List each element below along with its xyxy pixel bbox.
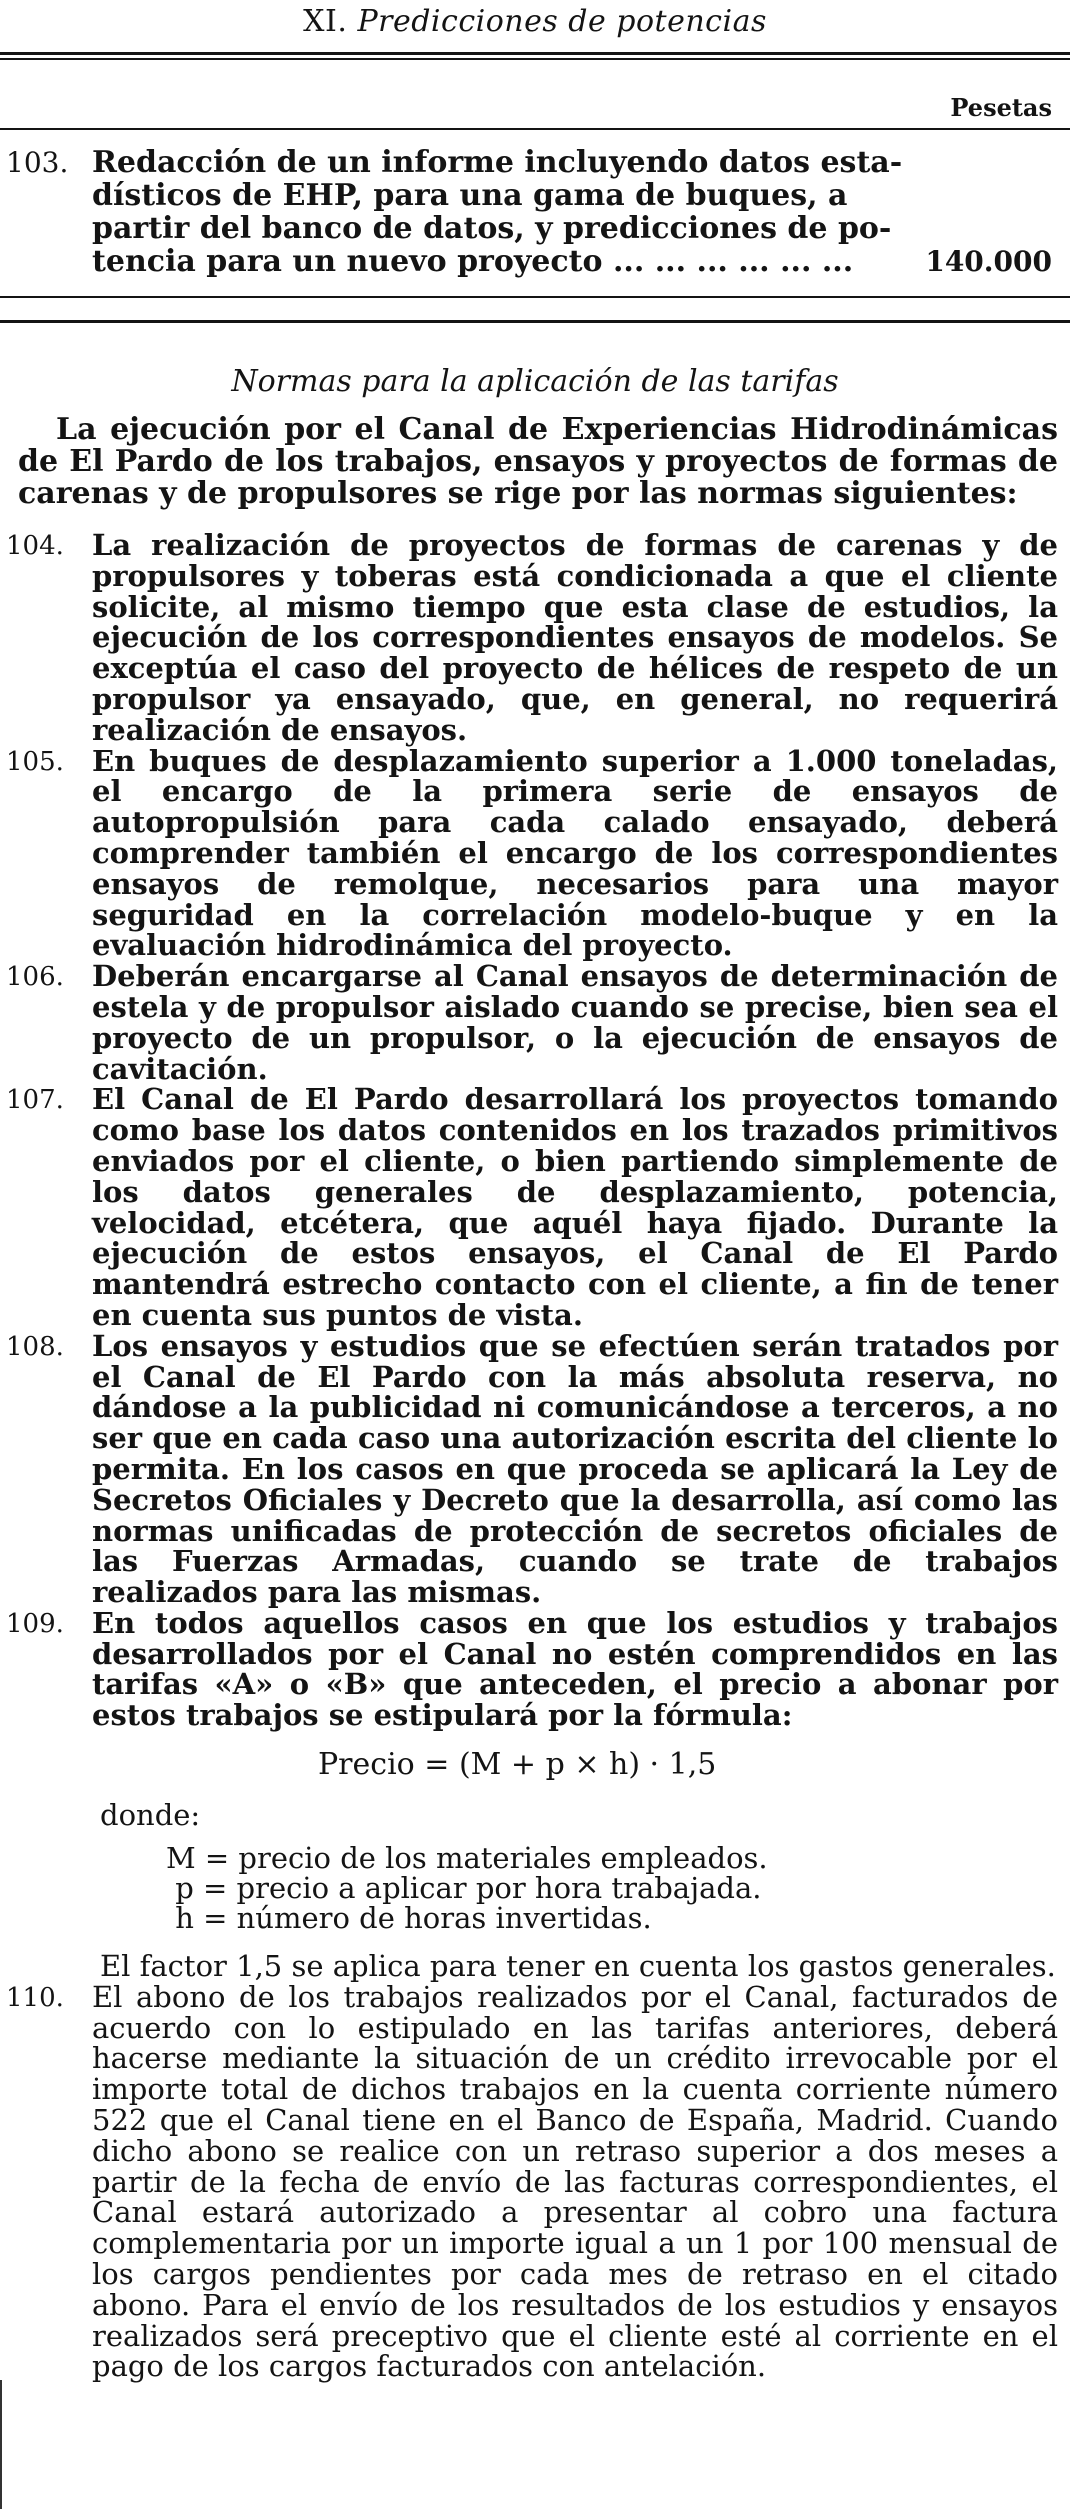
header-rule-top	[0, 52, 1070, 55]
table-rule-top	[0, 296, 1070, 298]
chapter-number: XI.	[303, 4, 348, 39]
rule-number: 109.	[6, 1608, 64, 1639]
entry-text: Redacción de un informe incluyendo datos esta- dísticos de EHP, para una gama de buques, a partir del banco de datos, y predicciones de po- tencia para un nuevo proyecto ... ... ... ... ... ...	[92, 145, 903, 279]
rule-number: 107.	[6, 1085, 64, 1116]
rule-text: La realización de proyectos de formas de carenas y de propulsores y toberas está condicionada a que el cliente solicite, al mismo tiempo que esta clase de estudios, la ejecución de los correspondientes ensayos de modelos. Se exceptúa el caso del proyecto de hélices de respeto de un propulsor ya ensayado, que, en general, no requerirá realización de ensayos.	[92, 528, 1058, 747]
factor-note: El factor 1,5 se aplica para tener en cuenta los gastos generales.	[100, 1949, 1056, 1984]
definition-h: h = número de horas invertidas.	[166, 1901, 652, 1936]
rule-text: El abono de los trabajos realizados por el Canal, facturados de acuerdo con lo estipulado en las tarifas anteriores, deberá hacerse mediante la situación de un crédito irrevocable por el importe total de dichos trabajos en la cuenta corriente número 522 que el Canal tiene en el Banco de España, Madrid. Cuando dicho abono se realice con un retraso superior a dos meses a partir de la fecha de envío de las facturas correspondientes, el Canal estará autorizado a presentar al cobro una factura complementaria por un importe igual a un 1 por 100 mensual de los cargos pendientes por cada mes de retraso en el citado abono. Para el envío de los resultados de los estudios y ensayos realizados será preceptivo que el cliente esté al corriente en el pago de los cargos facturados con antelación.	[92, 1979, 1058, 2384]
intro-paragraph: La ejecución por el Canal de Experiencias Hidrodinámicas de El Pardo de los trabajos, ensayos y proyectos de formas de carenas y de propulsores se rige por las normas siguientes:	[18, 412, 1058, 511]
definition-p: p = precio a aplicar por hora trabajada.	[166, 1871, 762, 1906]
rule-text: Deberán encargarse al Canal ensayos de determinación de estela y de propulsor aislado cuando se precise, bien sea el proyecto de un propulsor, o la ejecución de ensayos de cavitación.	[92, 959, 1058, 1086]
rule-number: 108.	[6, 1331, 64, 1362]
rule-item-110	[0, 1979, 1070, 2384]
rules-list	[0, 530, 1070, 2382]
price-formula: Precio = (M + p × h) · 1,5	[318, 1747, 717, 1783]
rule-text: En todos aquellos casos en que los estudios y trabajos desarrollados por el Canal no estén comprendidos en las tarifas «A» o «B» que anteceden, el precio a abonar por estos trabajos se estipulará por la fórmula:	[92, 1605, 1058, 1733]
rule-number: 105.	[6, 746, 64, 777]
entry-price: 140.000	[925, 245, 1052, 278]
formula-where-label: donde:	[100, 1798, 201, 1833]
rule-text: En buques de desplazamiento superior a 1.000 toneladas, el encargo de la primera serie de ensayos de autopropulsión para cada calado ensayado, deberá comprender también el encargo de los correspondientes ensayos de remolque, necesarios para una mayor seguridad en la correlación modelo-buque y en la evaluación hidrodinámica del proyecto.	[92, 743, 1058, 963]
rule-number: 104.	[6, 531, 64, 561]
header-rule-bottom	[0, 58, 1070, 60]
rule-text: Los ensayos y estudios que se efectúen serán tratados por el Canal de El Pardo con la más absoluta reserva, no dándose a la publicidad ni comunicándose a terceros, a no ser que en cada caso una autorización escrita del cliente lo permita. En los casos en que proceda se aplicará la Ley de Secretos Oficiales y Decreto que la desarrolla, así como las normas unificadas de protección de secretos oficiales de las Fuerzas Armadas, cuando se trate de trabajos realizados para las mismas.	[92, 1328, 1058, 1610]
rule-text: El Canal de El Pardo desarrollará los proyectos tomando como base los datos contenidos en los trazados primitivos enviados por el cliente, o bien partiendo simplemente de los datos generales de desplazamiento, potencia, velocidad, etcétera, que aquél haya fijado. Durante la ejecución de estos ensayos, el Canal de El Pardo mantendrá estrecho contacto con el cliente, a fin de tener en cuenta sus puntos de vista.	[92, 1082, 1058, 1332]
rule-item-108	[0, 1328, 1070, 1610]
chapter-title: Predicciones de potencias	[357, 4, 767, 39]
formula-definitions	[166, 1841, 1070, 1936]
rule-item-109	[0, 1605, 1070, 1733]
column-header-pesetas: Pesetas	[950, 93, 1052, 122]
entry-number: 103.	[6, 146, 69, 179]
margin-line	[0, 2380, 2, 2509]
rule-number: 110.	[6, 1982, 64, 2013]
page-header	[0, 0, 1070, 44]
column-header-rule	[0, 128, 1070, 130]
table-rule-bottom	[0, 320, 1070, 323]
rule-item-107	[0, 1084, 1070, 1330]
rule-item-105	[0, 743, 1070, 963]
rule-item-106	[0, 961, 1070, 1084]
rule-item-104	[0, 530, 1070, 746]
rule-number: 106.	[6, 962, 64, 993]
definition-m: M = precio de los materiales empleados.	[166, 1841, 768, 1876]
section-title: Normas para la aplicación de las tarifas	[231, 364, 839, 399]
